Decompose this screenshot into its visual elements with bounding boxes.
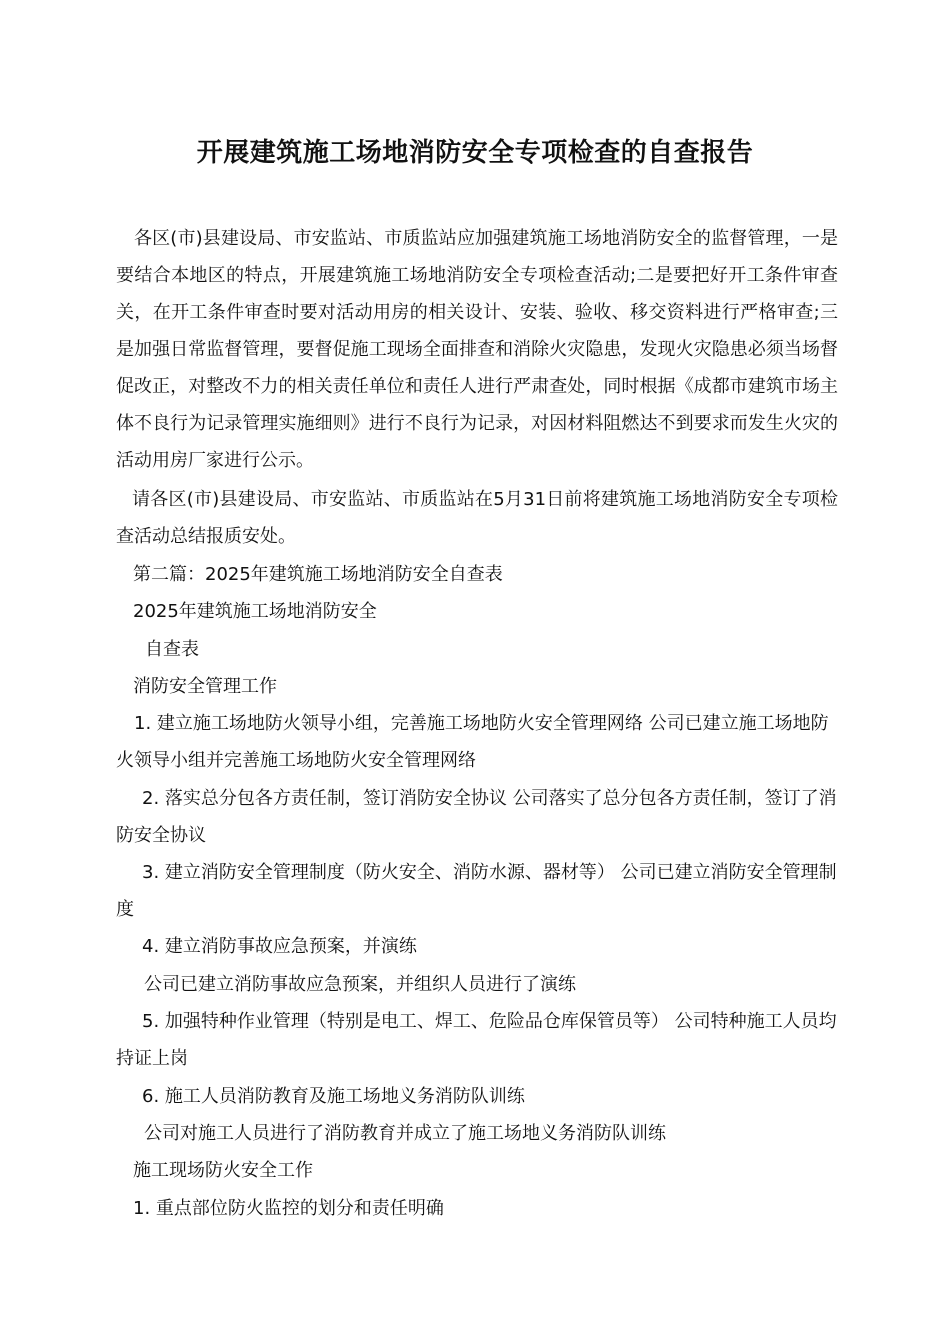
group1-heading: 消防安全管理工作 (133, 676, 277, 697)
document-title: 开展建筑施工场地消防安全专项检查的自查报告 (196, 138, 754, 168)
checklist-item-3: 3. 建立消防安全管理制度（防火安全、消防水源、器材等） 公司已建立消防安全管理制度 (116, 862, 837, 920)
group2-item-1: 1. 重点部位防火监控的划分和责任明确 (133, 1198, 444, 1219)
body-paragraph-1: 各区(市)县建设局、市安监站、市质监站应加强建筑施工场地消防安全的监督管理，一是要结合本地区的特点，开展建筑施工场地消防安全专项检查活动;二是要把好开工条件审查关，在开工条件审查时要对活动用房的相关设计、安装、验收、移交资料进行严格审查;三是加强日常监督管理，要督促施工现场全面排查和消除火灾隐患，发现火灾隐患必须当场督促改正，对整改不力的相关责任单位和责任人进行严肃查处，同时根据《成都市建筑市场主体不良行为记录管理实施细则》进行不良行为记录，对因材料阻燃达不到要求而发生火灾的活动用房厂家进行公示。 (116, 228, 838, 471)
checklist-item-2: 2. 落实总分包各方责任制，签订消防安全协议 公司落实了总分包各方责任制，签订了消防安全协议 (116, 788, 837, 846)
checklist-item-4: 4. 建立消防事故应急预案，并演练 (142, 936, 417, 957)
checklist-item-4-result: 公司已建立消防事故应急预案，并组织人员进行了演练 (144, 974, 576, 995)
group2-heading: 施工现场防火安全工作 (133, 1160, 313, 1181)
checklist-item-6: 6. 施工人员消防教育及施工场地义务消防队训练 (142, 1086, 525, 1107)
form-title-line2: 自查表 (145, 639, 199, 660)
checklist-item-1: 1. 建立施工场地防火领导小组，完善施工场地防火安全管理网络 公司已建立施工场地防火领导小组并完善施工场地防火安全管理网络 (116, 713, 829, 771)
section2-heading: 第二篇：2025年建筑施工场地消防安全自查表 (133, 564, 503, 585)
checklist-item-6-result: 公司对施工人员进行了消防教育并成立了施工场地义务消防队训练 (144, 1123, 666, 1144)
body-paragraph-2: 请各区(市)县建设局、市安监站、市质监站在5月31日前将建筑施工场地消防安全专项检查活动总结报质安处。 (116, 489, 838, 547)
form-title-line1: 2025年建筑施工场地消防安全 (133, 601, 377, 622)
checklist-item-5: 5. 加强特种作业管理（特别是电工、焊工、危险品仓库保管员等） 公司特种施工人员均持证上岗 (116, 1011, 837, 1069)
